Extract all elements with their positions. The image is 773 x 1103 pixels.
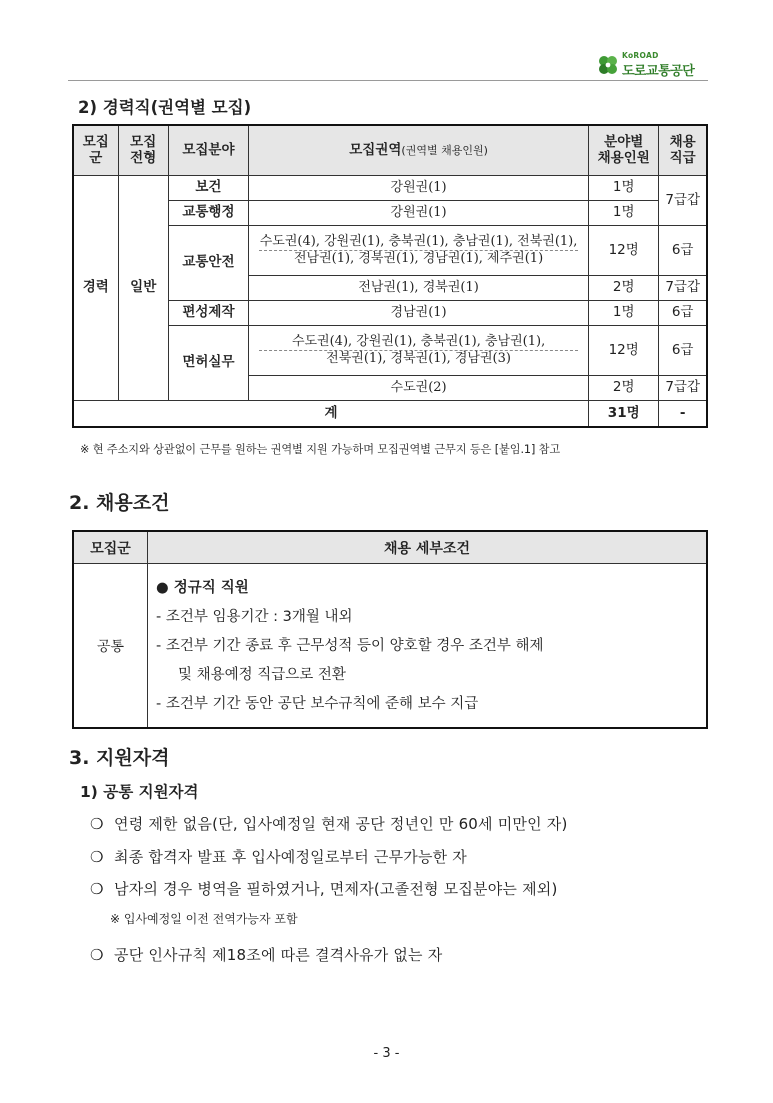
logo-text-en: KoROAD	[622, 51, 659, 60]
header-region-label: 모집권역	[349, 142, 402, 159]
table-row	[73, 175, 707, 200]
table-total-row	[73, 400, 707, 427]
qualification-subtitle: 1) 공통 지원자격	[80, 783, 199, 801]
condition-line: - 조건부 기간 동안 공단 보수규칙에 준해 보수 지급	[156, 696, 479, 712]
conditions-table	[72, 530, 708, 729]
cell-type: 일반	[118, 175, 168, 400]
condition-line: - 조건부 임용기간 : 3개월 내외	[156, 609, 353, 625]
header-divider	[68, 80, 708, 81]
cell-count: 2명	[589, 275, 659, 300]
list-item	[90, 878, 558, 899]
table-row	[73, 225, 707, 275]
cell-grade: 7급갑	[659, 175, 707, 225]
page-number: - 3 -	[373, 1046, 400, 1061]
circle-bullet-icon: ❍	[90, 880, 104, 898]
header-field: 모집분야	[168, 125, 248, 175]
cell-detail	[148, 564, 708, 729]
cell-field: 교통안전	[168, 225, 248, 300]
cell-region-line1: 수도권(4), 강원권(1), 충북권(1), 충남권(1), 전북권(1),	[259, 233, 578, 249]
cell-count: 1명	[589, 300, 659, 325]
logo-text-ko: 도로교통공단	[622, 64, 695, 79]
qualification-note: ※ 입사예정일 이전 전역가능자 포함	[110, 912, 298, 926]
condition-line: - 조건부 기간 종료 후 근무성적 등이 양호할 경우 조건부 해제	[156, 638, 544, 654]
cell-field: 면허실무	[168, 325, 248, 400]
table-row	[73, 325, 707, 375]
cell-grade: 7급갑	[659, 375, 707, 400]
circle-bullet-icon: ❍	[90, 848, 104, 866]
header-type: 모집 전형	[118, 125, 168, 175]
header-region	[249, 125, 589, 175]
list-item	[90, 813, 568, 834]
list-item	[90, 944, 442, 965]
cell-region	[249, 325, 589, 375]
cell-count: 1명	[589, 175, 659, 200]
qualification-section-title: 3. 지원자격	[69, 747, 170, 769]
list-item-text: 연령 제한 없음(단, 입사예정일 현재 공단 정년인 만 60세 미만인 자)	[114, 815, 568, 833]
list-item-text: 최종 합격자 발표 후 입사예정일로부터 근무가능한 자	[114, 848, 467, 866]
cell-region-line2: 전남권(1), 경북권(1), 경남권(1), 제주권(1)	[259, 250, 578, 267]
header-detail: 채용 세부조건	[148, 531, 708, 564]
header-region-sub: (권역별 채용인원)	[401, 144, 488, 158]
cell-grade: 7급갑	[659, 275, 707, 300]
conditions-section-title: 2. 채용조건	[69, 492, 170, 514]
cell-group: 공통	[73, 564, 148, 729]
cell-region: 강원권(1)	[249, 200, 589, 225]
condition-line: ● 정규직 직원	[156, 580, 249, 596]
list-item	[90, 846, 467, 867]
cell-region	[249, 225, 589, 275]
cell-grade: 6급	[659, 300, 707, 325]
cell-region: 전남권(1), 경북권(1)	[249, 275, 589, 300]
header-group: 모집군	[73, 531, 148, 564]
cell-field: 보건	[168, 175, 248, 200]
table-row	[73, 564, 707, 729]
cell-count: 12명	[589, 225, 659, 275]
cell-region-line1: 수도권(4), 강원권(1), 충북권(1), 충남권(1),	[291, 333, 546, 349]
cell-count: 1명	[589, 200, 659, 225]
cell-count: 2명	[589, 375, 659, 400]
header-count: 분야별 채용인원	[589, 125, 659, 175]
circle-bullet-icon: ❍	[90, 815, 104, 833]
total-grade: -	[659, 400, 707, 427]
cell-field: 편성제작	[168, 300, 248, 325]
condition-line: 및 채용예정 직급으로 전환	[178, 667, 346, 683]
cell-region: 경남권(1)	[249, 300, 589, 325]
header-grade: 채용 직급	[659, 125, 707, 175]
header-group: 모집 군	[73, 125, 118, 175]
table-row	[73, 300, 707, 325]
logo-clover-icon	[596, 54, 620, 76]
total-count: 31명	[589, 400, 659, 427]
logo	[596, 50, 706, 80]
cell-count: 12명	[589, 325, 659, 375]
cell-field: 교통행정	[168, 200, 248, 225]
cell-group: 경력	[73, 175, 118, 400]
cell-grade: 6급	[659, 225, 707, 275]
conditions-table-header	[73, 531, 707, 564]
circle-bullet-icon: ❍	[90, 946, 104, 964]
list-item-text: 남자의 경우 병역을 필하였거나, 면제자(고졸전형 모집분야는 제외)	[114, 880, 558, 898]
table-row	[73, 200, 707, 225]
total-label: 계	[73, 400, 589, 427]
recruit-table-header	[73, 125, 707, 175]
cell-region: 수도권(2)	[249, 375, 589, 400]
recruit-table	[72, 124, 708, 428]
cell-grade: 6급	[659, 325, 707, 375]
recruit-section-title: 2) 경력직(권역별 모집)	[78, 98, 252, 117]
list-item-text: 공단 인사규칙 제18조에 따른 결격사유가 없는 자	[114, 946, 443, 964]
cell-region-line2: 전북권(1), 경북권(1), 경남권(3)	[259, 350, 578, 367]
cell-region: 강원권(1)	[249, 175, 589, 200]
recruit-note: ※ 현 주소지와 상관없이 근무를 원하는 권역별 지원 가능하며 모집권역별 근무지 등은 [붙임.1] 참고	[80, 443, 561, 456]
